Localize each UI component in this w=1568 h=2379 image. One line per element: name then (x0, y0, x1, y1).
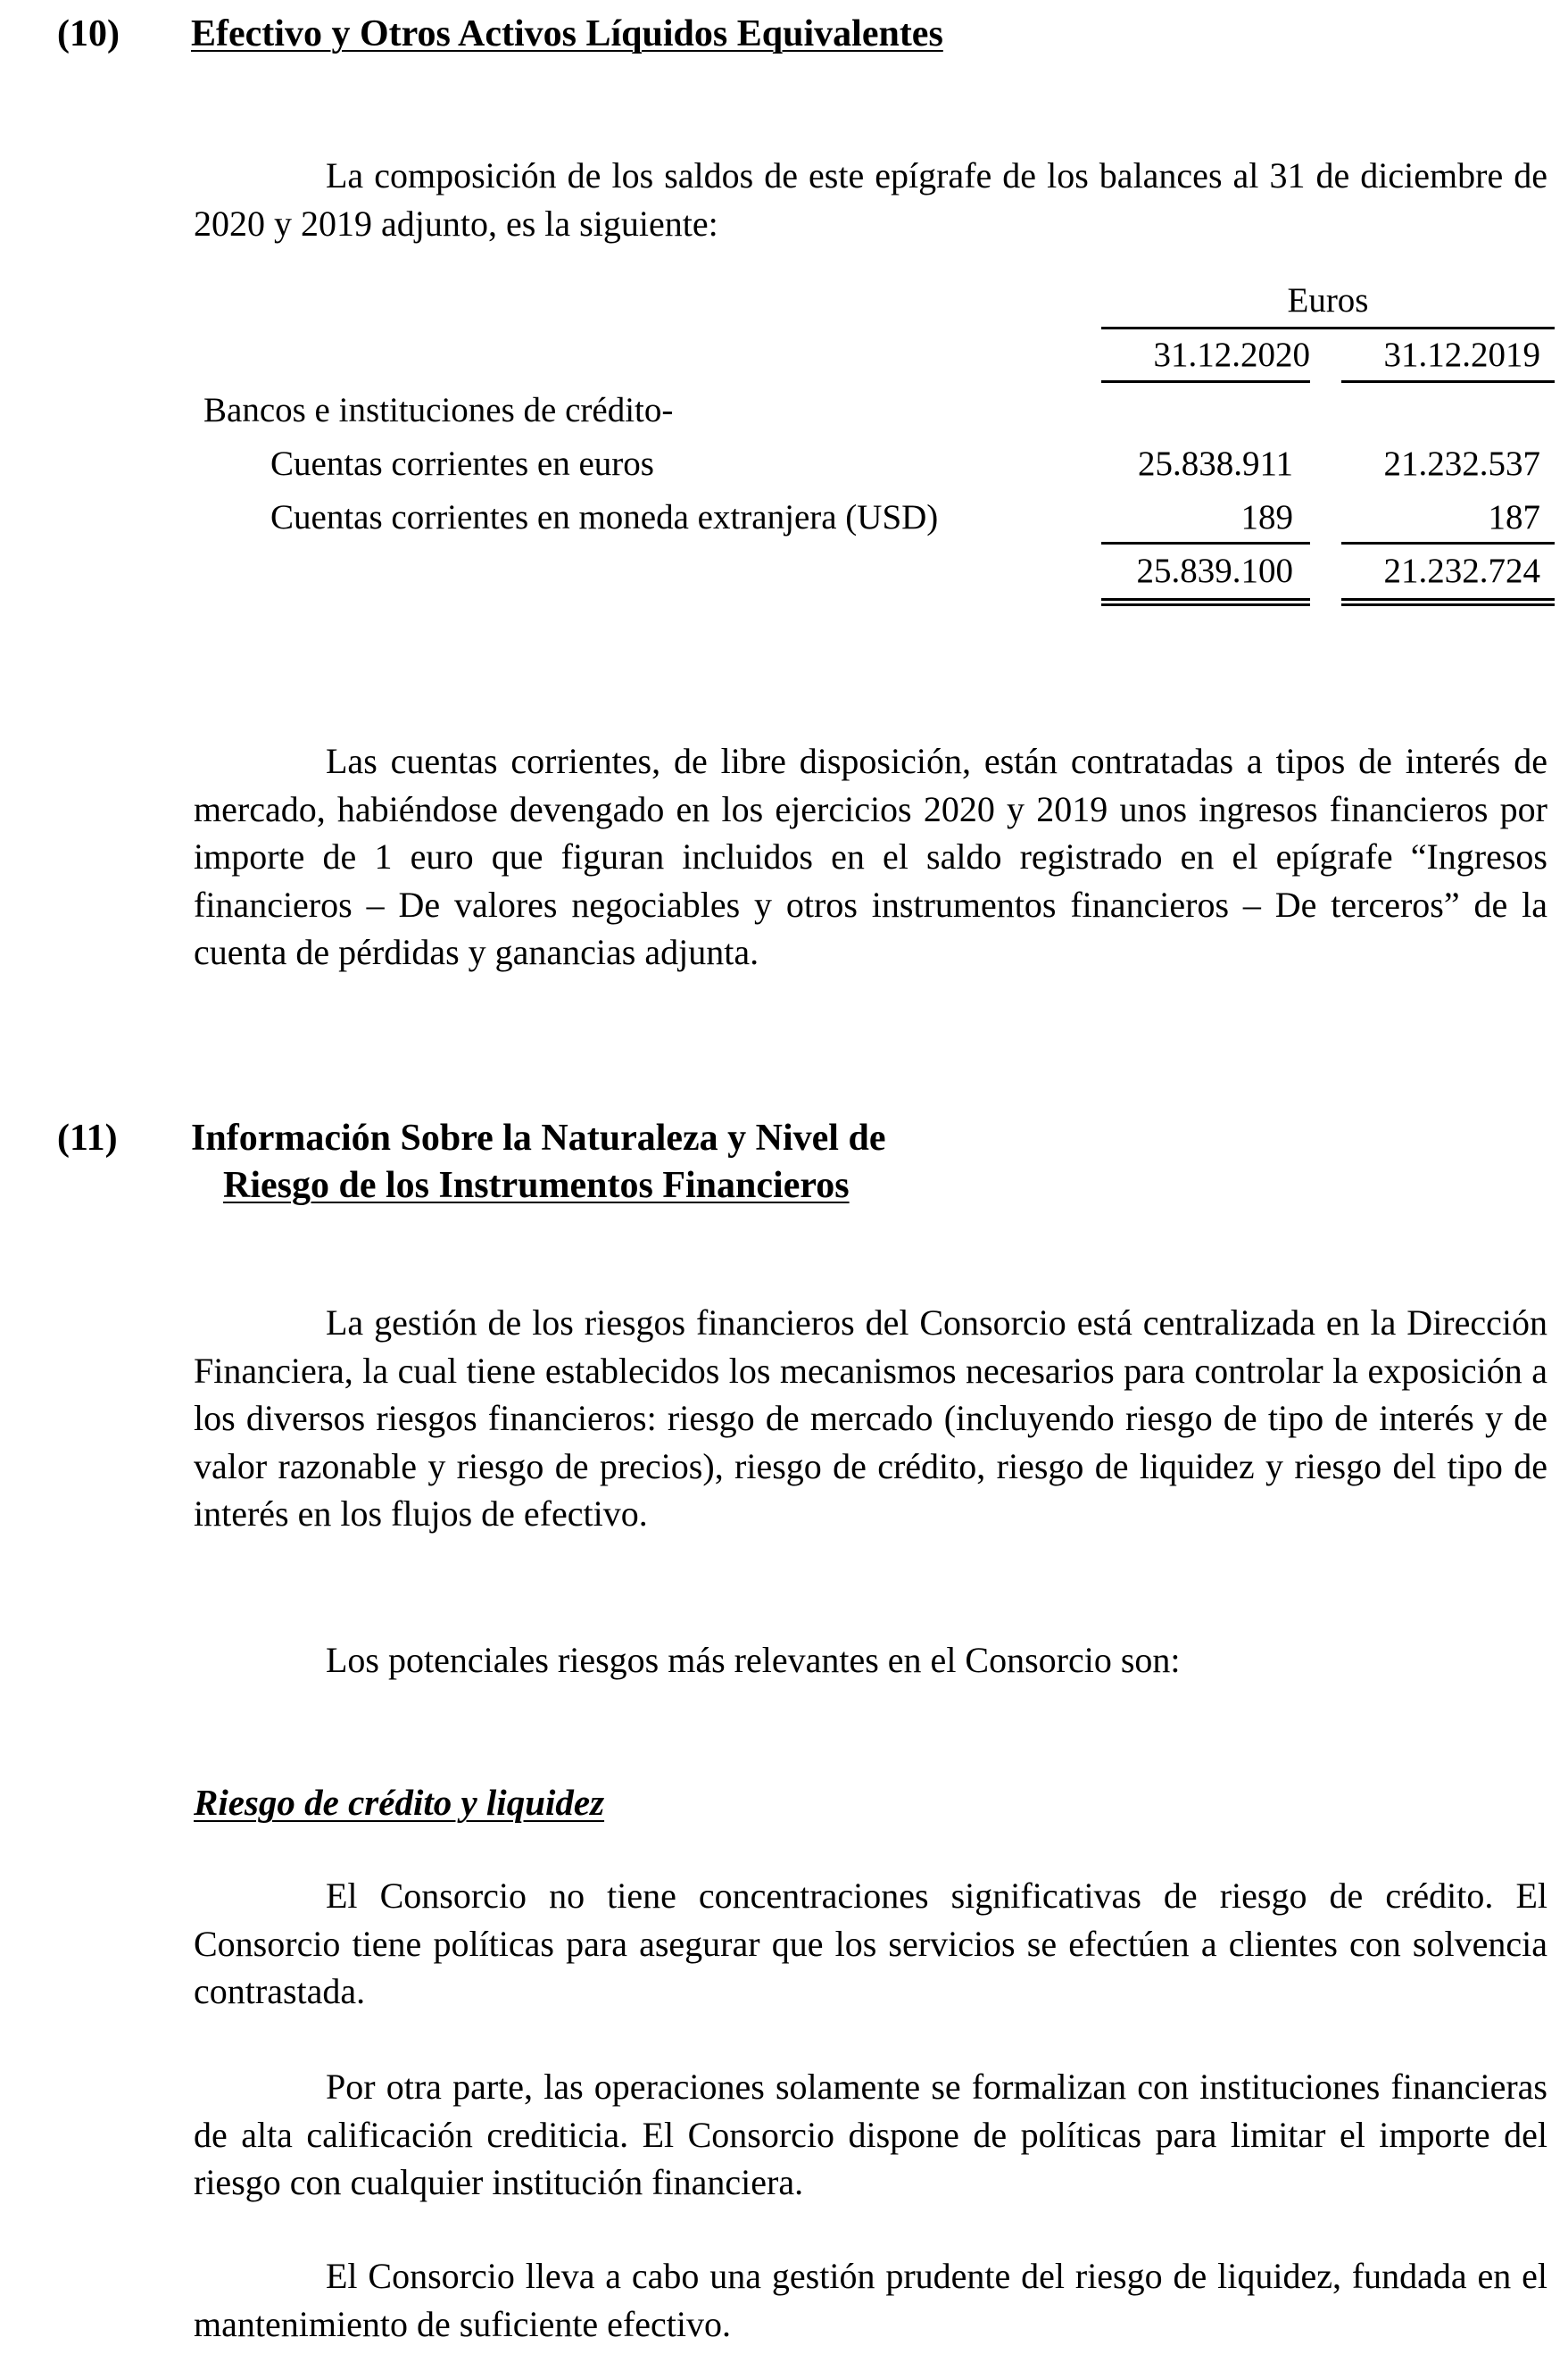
section-11-para-4: Por otra parte, las operaciones solamente se formalizan con instituciones financieras de alta calificación crediticia. El Consorcio dispone de políticas para limitar el importe del riesgo con cualquier institución financiera. (194, 2067, 1547, 2202)
total-double-rule-2019 (1341, 598, 1555, 601)
column-header-underline-2020 (1101, 380, 1310, 383)
total-double-rule-2020 (1101, 598, 1310, 601)
column-header-2019: 31.12.2019 (1383, 336, 1540, 374)
section-11-para-5: El Consorcio lleva a cabo una gestión prudente del riesgo de liquidez, fundada en el mantenimiento de suficiente efectivo. (194, 2256, 1547, 2344)
risk-subheading: Riesgo de crédito y liquidez (194, 1782, 605, 1823)
table-row-label: Cuentas corrientes en moneda extranjera (USD) (270, 498, 939, 537)
subtotal-rule-2020 (1101, 542, 1310, 545)
section-11-para-1: La gestión de los riesgos financieros del Consorcio está centralizada en la Dirección Financiera, la cual tiene establecidos los mecanismos necesarios para controlar la exposición a los diversos riesgos financieros: riesgo de mercado (incluyendo riesgo de tipo de interés y de valor razonable y riesgo de precios), riesgo de crédito, riesgo de liquidez y riesgo del tipo de interés en los flujos de efectivo. (194, 1302, 1547, 1534)
section-11-para-3: El Consorcio no tiene concentraciones significativas de riesgo de crédito. El Consorcio tiene políticas para asegurar que los servicios se efectúen a clientes con solvencia contrastada. (194, 1876, 1547, 2011)
section-10-body: Las cuentas corrientes, de libre disposición, están contratadas a tipos de interés de mercado, habiéndose devengado en los ejercicios 2020 y 2019 unos ingresos financieros por importe de 1 euro que figuran incluidos en el saldo registrado en el epígrafe “Ingresos financieros – De valores negociables y otros instrumentos financieros – De terceros” de la cuenta de pérdidas y ganancias adjunta. (194, 741, 1547, 972)
column-header-2020: 31.12.2020 (1153, 336, 1310, 374)
table-cell: 25.838.911 (1137, 445, 1293, 483)
section-11-heading-line2 (212, 1162, 860, 1209)
table-cell: 187 (1488, 498, 1540, 537)
table-row-label: Cuentas corrientes en euros (270, 445, 654, 483)
section-11-title-line2: Riesgo de los Instrumentos Financieros (223, 1165, 850, 1206)
column-header-underline-2019 (1341, 380, 1555, 383)
section-10-number: (10) (57, 13, 120, 54)
table-total: 25.839.100 (1136, 552, 1293, 590)
table-cell: 189 (1240, 498, 1293, 537)
section-11-title-line1: Información Sobre la Naturaleza y Nivel de (191, 1118, 886, 1159)
table-unit-header: Euros (1287, 281, 1369, 320)
section-11-number: (11) (57, 1118, 118, 1159)
table-cell: 21.232.537 (1383, 445, 1540, 483)
total-double-rule-2019-b (1341, 603, 1555, 606)
section-10-heading (57, 11, 943, 57)
section-11-para-2: Los potenciales riesgos más relevantes en el Consorcio son: (326, 1640, 1181, 1680)
section-10-title: Efectivo y Otros Activos Líquidos Equivalentes (191, 13, 943, 54)
subtotal-rule-2019 (1341, 542, 1555, 545)
unit-underline (1101, 327, 1555, 329)
section-11-heading (57, 1115, 885, 1161)
section-10-intro: La composición de los saldos de este epígrafe de los balances al 31 de diciembre de 2020 y 2019 adjunto, es la siguiente: (194, 155, 1547, 244)
table-group-label: Bancos e instituciones de crédito- (203, 391, 674, 429)
total-double-rule-2020-b (1101, 603, 1310, 606)
table-total: 21.232.724 (1383, 552, 1540, 590)
